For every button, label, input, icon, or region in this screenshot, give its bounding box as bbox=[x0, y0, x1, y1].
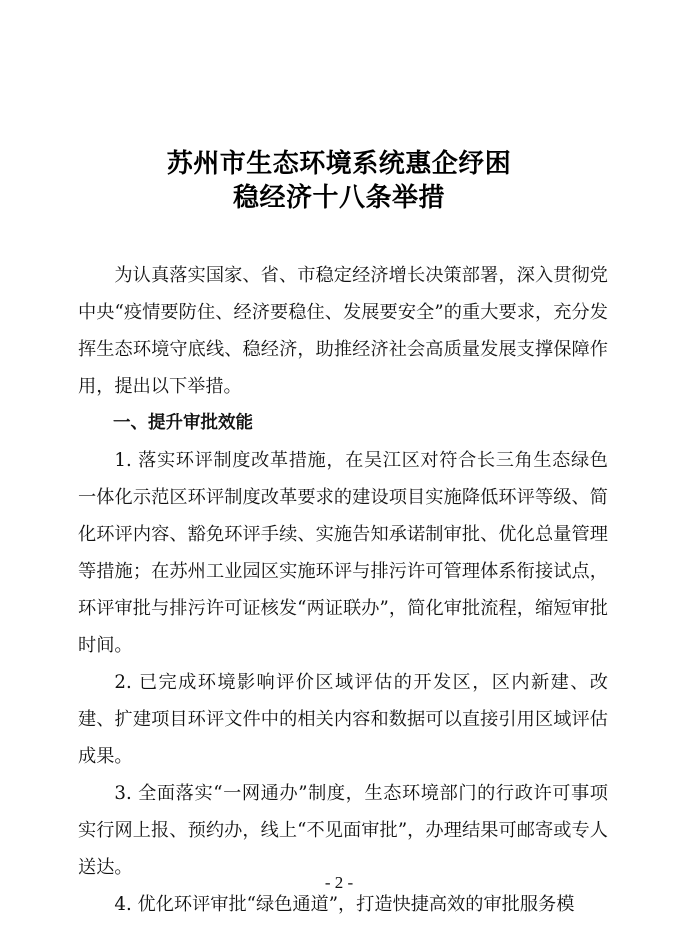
measure-item-4: 4. 优化环评审批“绿色通道”，打造快捷高效的审批服务模 bbox=[114, 894, 575, 915]
page-number: - 2 - bbox=[324, 873, 354, 892]
intro-paragraph: 为认真落实国家、省、市稳定经济增长决策部署，深入贯彻党中央“疫情要防住、经济要稳住、发展要安全”的重大要求，充分发挥生态环境守底线、稳经济，助推经济社会高质量发展支撑保障作用，提出以下举措。 bbox=[78, 265, 608, 397]
measure-item-2: 2. 已完成环境影响评价区域评估的开发区，区内新建、改建、扩建项目环评文件中的相关内容和数据可以直接引用区域评估成果。 bbox=[78, 672, 608, 767]
section-heading: 一、提升审批效能 bbox=[113, 413, 253, 433]
document-title-line-1: 苏州市生态环境系统惠企纾困 bbox=[166, 149, 512, 179]
measure-item-3: 3. 全面落实“一网通办”制度，生态环境部门的行政许可事项实行网上报、预约办，线上“不见面审批”，办理结果可邮寄或专人送达。 bbox=[78, 783, 608, 878]
document-body bbox=[78, 257, 608, 923]
measure-item-1: 1. 落实环评制度改革措施，在吴江区对符合长三角生态绿色一体化示范区环评制度改革要求的建设项目实施降低环评等级、简化环评内容、豁免环评手续、实施告知承诺制审批、优化总量管理等措施；在苏州工业园区实施环评与排污许可管理体系衔接试点，环评审批与排污许可证核发“两证联办”，简化审批流程，缩短审批时间。 bbox=[78, 450, 608, 656]
document-title-line-2: 稳经济十八条举措 bbox=[232, 183, 445, 213]
